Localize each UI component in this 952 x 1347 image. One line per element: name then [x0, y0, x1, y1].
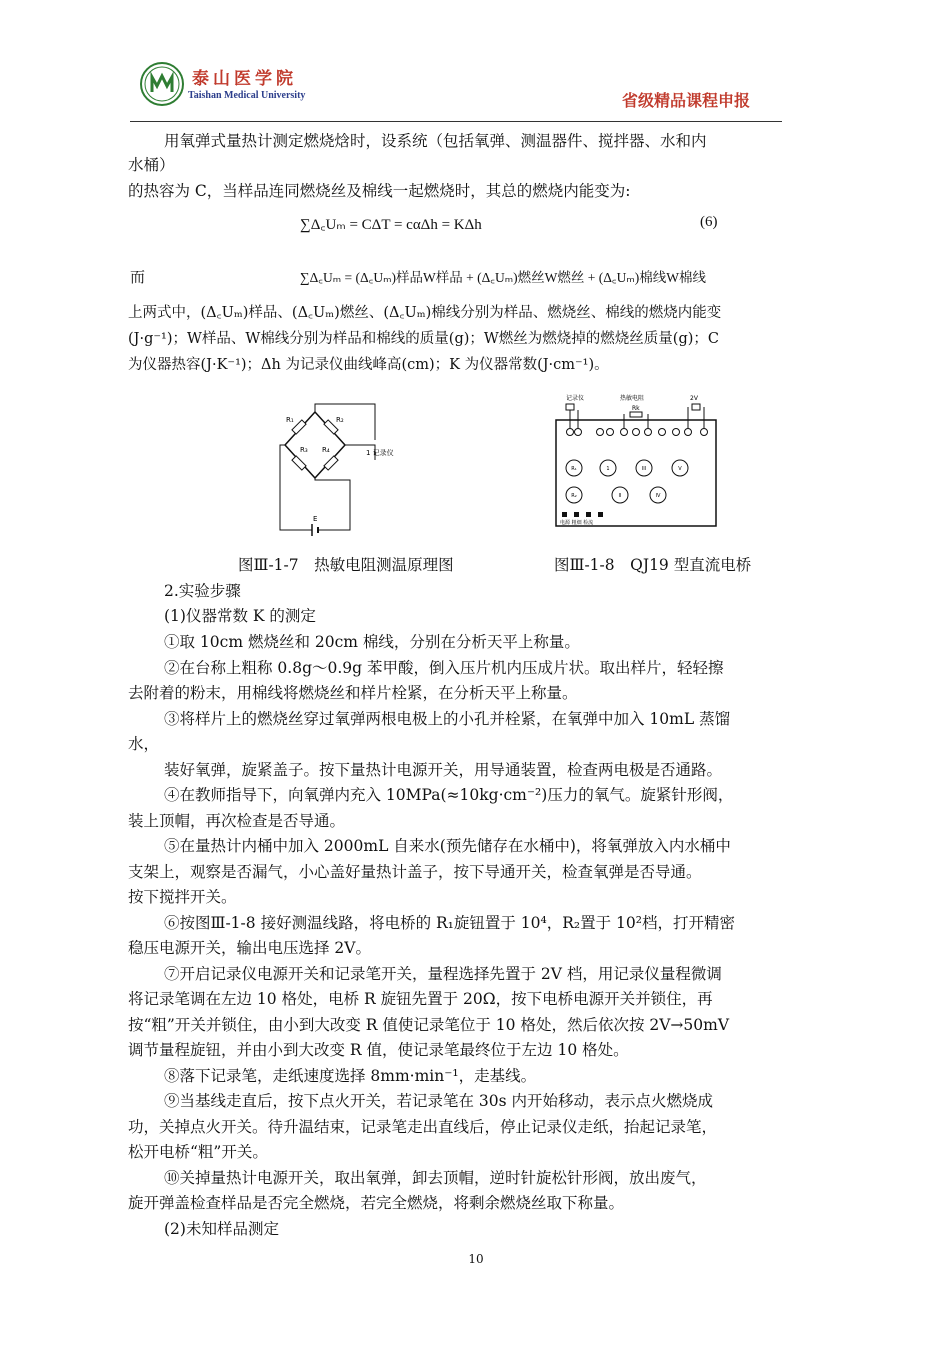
formula-7: ∑Δ꜀Uₘ = (Δ꜀Uₘ)样品W样品 + (Δ꜀Uₘ)燃丝W燃丝 + (Δ꜀Uₘ)棉线W棉线 [300, 270, 706, 285]
label-2v: 2V [690, 395, 698, 402]
paragraph-line: 用氧弹式量热计测定燃烧焓时，设系统（包括氧弹、测温器件、搅拌器、水和内 [164, 132, 707, 150]
knob-label: 1 [606, 466, 610, 472]
explain-line: 上两式中，(Δ꜀Uₘ)样品、(Δ꜀Uₘ)燃丝、(Δ꜀Uₘ)棉线分别为样品、燃烧丝、棉线的燃烧内能变 [128, 305, 722, 321]
knob-label: V [678, 466, 682, 472]
step-line: 装上顶帽，再次检查是否导通。 [128, 812, 346, 830]
step-line: 稳压电源开关，输出电压选择 2V。 [128, 939, 371, 957]
figure-qj19-bridge [552, 392, 722, 532]
step-heading: 2.实验步骤 [164, 582, 241, 600]
label-recorder: 1 记录仪 [366, 449, 394, 457]
page-number: 10 [468, 1252, 484, 1266]
label-r3: R₃ [300, 446, 308, 454]
step-line: 按“粗”开关并锁住，由小到大改变 R 值使记录笔位于 10 格处，然后依次按 2V→50mV [128, 1016, 730, 1034]
knob-label: R₂ [571, 493, 577, 499]
step-line: ①取 10cm 燃烧丝和 20cm 棉线，分别在分析天平上称量。 [164, 633, 580, 651]
page-header [140, 62, 780, 122]
label-thermistor: 热敏电阻 [620, 395, 645, 402]
step-line: 水， [128, 735, 160, 753]
knob-label: II [618, 493, 622, 499]
step-line: 按下搅拌开关。 [128, 888, 237, 906]
knob-label: III [641, 466, 647, 472]
label-r1: R₁ [286, 416, 294, 424]
label-r4: R₄ [322, 446, 330, 454]
step-line: 功，关掉点火开关。待升温结束，记录笔走出直线后，停止记录仪走纸，抬起记录笔， [128, 1118, 718, 1136]
step-line: 旋开弹盖检查样品是否完全燃烧，若完全燃烧，将剩余燃烧丝取下称量。 [128, 1194, 625, 1212]
step-line: 去附着的粉末，用棉线将燃烧丝和样片栓紧，在分析天平上称量。 [128, 684, 578, 702]
label-bottom-switches: 电源 粗细 检流 [560, 520, 594, 526]
step-line: 将记录笔调在左边 10 格处，电桥 R 旋钮先置于 20Ω，按下电桥电源开关并锁住，再 [128, 990, 713, 1008]
knob-label: IV [655, 493, 661, 499]
step-line: 松开电桥“粗”开关。 [128, 1143, 268, 1161]
school-name-en: Taishan Medical University [188, 90, 306, 101]
step-line: ⑦开启记录仪电源开关和记录笔开关，量程选择先置于 2V 档，用记录仪量程微调 [164, 965, 722, 983]
explain-line: 为仪器热容(J·K⁻¹)；Δh 为记录仪曲线峰高(cm)；K 为仪器常数(J·cm⁻¹)。 [128, 357, 609, 373]
step-line: ④在教师指导下，向氧弹内充入 10MPa(≈10kg·cm⁻²)压力的氧气。旋紧针形阀， [164, 786, 734, 804]
school-name-cn: 泰山医学院 [192, 69, 297, 89]
paragraph-line: 水桶） [128, 156, 175, 174]
formula-7-lead: 而 [130, 268, 146, 286]
header-divider [130, 121, 782, 122]
step-line: ③将样片上的燃烧丝穿过氧弹两根电极上的小孔并栓紧，在氧弹中加入 10mL 蒸馏 [164, 710, 731, 728]
step-line: ⑤在量热计内桶中加入 2000mL 自来水(预先储存在水桶中)，将氧弹放入内水桶中 [164, 837, 731, 855]
course-label: 省级精品课程申报 [621, 91, 750, 110]
label-e: E [313, 515, 318, 523]
step-subheading: (2)未知样品测定 [164, 1220, 279, 1238]
paragraph-line: 的热容为 C，当样品连同燃烧丝及棉线一起燃烧时，其总的燃烧内能变为: [128, 182, 631, 200]
step-line: ⑩关掉量热计电源开关，取出氧弹，卸去顶帽，逆时针旋松针形阀，放出废气， [164, 1169, 707, 1187]
step-line: ⑧落下记录笔，走纸速度选择 8mm·min⁻¹，走基线。 [164, 1067, 537, 1085]
label-rk: Rk [632, 405, 640, 412]
step-line: ②在台称上粗称 0.8g～0.9g 苯甲酸，倒入压片机内压成片状。取出样片，轻轻擦 [164, 659, 724, 677]
knob-label: R₁ [571, 466, 577, 472]
formula-6: ∑Δ꜀Uₘ = CΔT = cαΔh = KΔh [300, 217, 482, 233]
step-line: 支架上，观察是否漏气，小心盖好量热计盖子，按下导通开关，检查氧弹是否导通。 [128, 863, 702, 881]
figure-caption: 图Ⅲ-1-8 QJ19 型直流电桥 [554, 556, 752, 574]
step-line: 调节量程旋钮，并由小到大改变 R 值，使记录笔最终位于左边 10 格处。 [128, 1041, 629, 1059]
figure-thermistor-bridge [270, 400, 400, 540]
label-recorder: 记录仪 [566, 395, 585, 402]
formula-6-number: (6) [700, 214, 718, 230]
label-r2: R₂ [336, 416, 344, 424]
university-logo-icon [140, 62, 184, 106]
figure-caption: 图Ⅲ-1-7 热敏电阻测温原理图 [238, 556, 454, 574]
step-line: ⑥按图Ⅲ-1-8 接好测温线路，将电桥的 R₁旋钮置于 10⁴，R₂置于 10²档，打开精密 [164, 914, 735, 932]
step-subheading: (1)仪器常数 K 的测定 [164, 607, 316, 625]
step-line: ⑨当基线走直后，按下点火开关，若记录笔在 30s 内开始移动，表示点火燃烧成 [164, 1092, 714, 1110]
explain-line: (J·g⁻¹)；W样品、W棉线分别为样品和棉线的质量(g)；W燃丝为燃烧掉的燃烧丝质量(g)；C [128, 331, 719, 347]
step-line: 装好氧弹，旋紧盖子。按下量热计电源开关，用导通装置，检查两电极是否通路。 [164, 761, 723, 779]
